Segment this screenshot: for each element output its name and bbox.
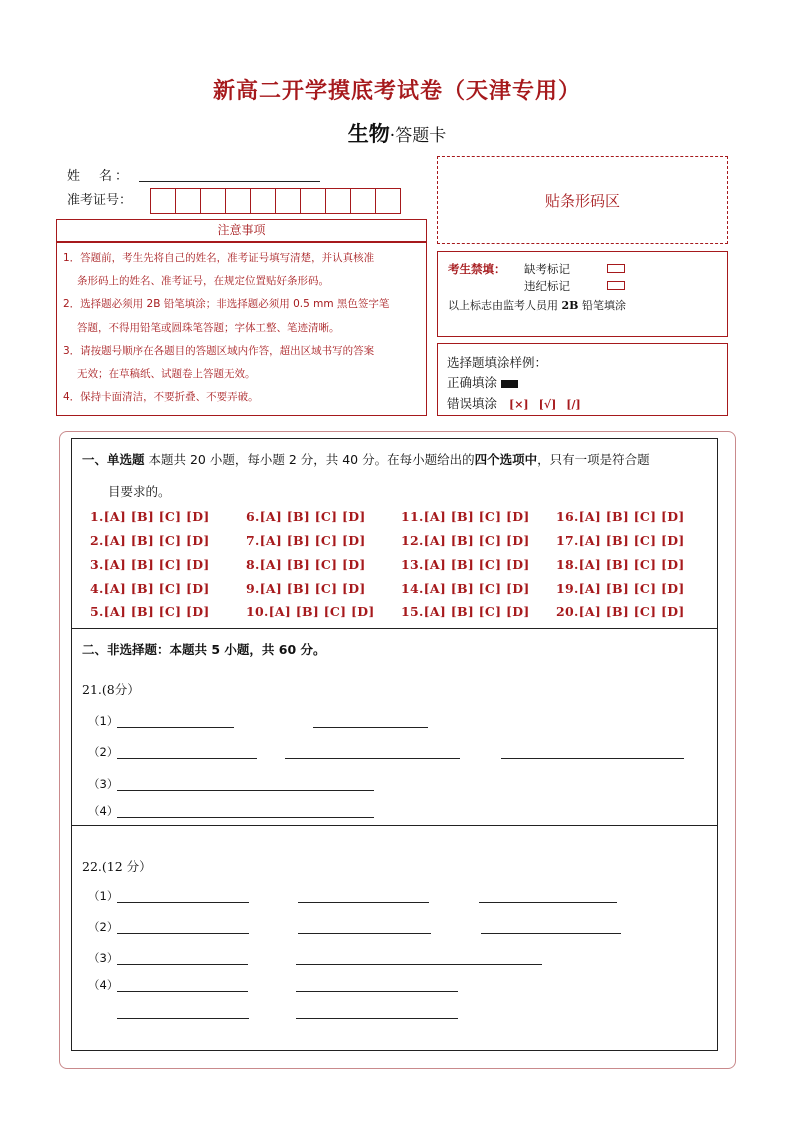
question-number: 5.	[90, 604, 104, 619]
notice-title: 注意事项	[56, 219, 427, 242]
question-number: 17.	[556, 533, 579, 548]
sample-title: 选择题填涂样例：	[447, 355, 548, 370]
q22-sub4-blank-d[interactable]	[296, 1018, 458, 1019]
filled-mark-icon	[501, 380, 518, 388]
q22-sub4-blank-a[interactable]	[117, 991, 248, 992]
mcq-question-16[interactable]	[556, 509, 685, 524]
forbidden-label: 考生禁填：	[448, 262, 506, 276]
mcq-question-10[interactable]	[246, 604, 375, 619]
subject-name: 生物	[347, 121, 390, 146]
mcq-question-19[interactable]	[556, 581, 685, 596]
wrong-mark-cross: [×]	[509, 398, 529, 411]
name-field[interactable]	[139, 181, 320, 182]
exam-id-boxes[interactable]	[151, 188, 401, 214]
section1-text: 本题共 20 小题，每小题 2 分，共 40 分。在每小题给出的	[144, 452, 475, 467]
question-number: 7.	[246, 533, 260, 548]
q22-sub3-blank-a[interactable]	[117, 964, 248, 965]
q21-sub2-label: （2）	[88, 745, 119, 759]
answer-options[interactable]: [A] [B] [C] [D]	[103, 533, 210, 548]
mcq-question-8[interactable]	[246, 557, 366, 572]
question-number: 3.	[90, 557, 104, 572]
mcq-question-7[interactable]	[246, 533, 366, 548]
id-digit-box[interactable]	[225, 188, 251, 214]
answer-options[interactable]: [A] [B] [C] [D]	[423, 509, 530, 524]
question-number: 2.	[90, 533, 104, 548]
answer-options[interactable]: [A] [B] [C] [D]	[268, 604, 375, 619]
q22-sub2-blank-a[interactable]	[117, 933, 249, 934]
wrong-mark-check: [√]	[538, 398, 557, 411]
question-number: 1.	[90, 509, 104, 524]
q21-sub2-blank-a[interactable]	[117, 758, 257, 759]
question-number: 8.	[246, 557, 260, 572]
q22-sub1-label: （1）	[88, 889, 119, 903]
q21-sub3-label: （3）	[88, 777, 119, 791]
correct-fill-row	[447, 373, 518, 391]
question-number: 4.	[90, 581, 104, 596]
answer-options[interactable]: [A] [B] [C] [D]	[578, 509, 685, 524]
examiner-only-box	[437, 251, 728, 337]
q22-sub2-blank-c[interactable]	[481, 933, 621, 934]
q21-sub3-blank[interactable]	[117, 790, 374, 791]
answer-options[interactable]: [A] [B] [C] [D]	[259, 509, 366, 524]
mcq-question-3[interactable]	[90, 557, 210, 572]
id-digit-box[interactable]	[200, 188, 226, 214]
q21-sub4-label: （4）	[88, 804, 119, 818]
answer-options[interactable]: [A] [B] [C] [D]	[259, 581, 366, 596]
q21-sub1-label: （1）	[88, 714, 119, 728]
q21-sub2-blank-b[interactable]	[285, 758, 460, 759]
notice-line: 2．选择题必须用 2B 铅笔填涂；非选择题必须用 0.5 mm 黑色签字笔	[63, 298, 390, 311]
notice-line: 1．答题前，考生先将自己的姓名，准考证号填写清楚，并认真核准	[63, 252, 375, 264]
question-number: 12.	[401, 533, 424, 548]
note-prefix: 以上标志由监考人员用	[448, 299, 562, 312]
mcq-question-1[interactable]	[90, 509, 210, 524]
question-number: 6.	[246, 509, 260, 524]
id-digit-box[interactable]	[300, 188, 326, 214]
question-21-label: 21.(8分）	[82, 682, 140, 697]
question-divider	[71, 825, 718, 826]
id-digit-box[interactable]	[175, 188, 201, 214]
q22-sub1-blank-c[interactable]	[479, 902, 617, 903]
question-number: 11.	[401, 509, 424, 524]
id-label: 准考证号：	[67, 193, 133, 208]
question-number: 16.	[556, 509, 579, 524]
section2-heading: 二、非选择题：本题共 5 小题，共 60 分。	[82, 642, 326, 657]
q22-sub2-blank-b[interactable]	[298, 933, 431, 934]
id-digit-box[interactable]	[350, 188, 376, 214]
mcq-question-5[interactable]	[90, 604, 210, 619]
q22-sub4-blank-b[interactable]	[296, 991, 458, 992]
forbidden-note	[448, 297, 626, 313]
notice-line: 4．保持卡面清洁，不要折叠、不要弄破。	[63, 391, 259, 404]
mcq-question-9[interactable]	[246, 581, 366, 596]
q21-sub4-blank[interactable]	[117, 817, 374, 818]
mcq-question-15[interactable]	[401, 604, 530, 619]
question-number: 14.	[401, 581, 424, 596]
answer-options[interactable]: [A] [B] [C] [D]	[423, 604, 530, 619]
q21-sub1-blank-a[interactable]	[117, 727, 234, 728]
notice-body	[56, 242, 427, 416]
notice-line: 答题，不得用铅笔或圆珠笔答题；字体工整、笔迹清晰。	[77, 321, 340, 334]
mcq-question-14[interactable]	[401, 581, 530, 596]
q22-sub3-label: （3）	[88, 951, 119, 965]
barcode-area	[437, 156, 728, 244]
question-number: 10.	[246, 604, 269, 619]
id-digit-box[interactable]	[150, 188, 176, 214]
q22-sub4-blank-c[interactable]	[117, 1018, 249, 1019]
wrong-mark-slash: [/]	[566, 398, 581, 411]
answer-options[interactable]: [A] [B] [C] [D]	[578, 533, 685, 548]
section1-heading-line2: 目要求的。	[108, 484, 171, 499]
note-suffix: 铅笔填涂	[578, 299, 626, 312]
answer-options[interactable]: [A] [B] [C] [D]	[103, 581, 210, 596]
section1-title: 一、单选题	[82, 452, 145, 467]
section1-emph: 四个选项中	[474, 452, 538, 467]
q21-sub1-blank-b[interactable]	[313, 727, 428, 728]
question-number: 19.	[556, 581, 579, 596]
mcq-question-13[interactable]	[401, 557, 530, 572]
answer-options[interactable]: [A] [B] [C] [D]	[259, 557, 366, 572]
barcode-label: 贴条形码区	[544, 191, 620, 210]
question-number: 13.	[401, 557, 424, 572]
notice-line: 条形码上的姓名、准考证号，在规定位置贴好条形码。	[77, 275, 329, 288]
answer-options[interactable]: [A] [B] [C] [D]	[103, 509, 210, 524]
q22-sub2-label: （2）	[88, 920, 119, 934]
id-digit-box[interactable]	[275, 188, 301, 214]
id-digit-box[interactable]	[250, 188, 276, 214]
question-number: 20.	[556, 604, 579, 619]
card-subtitle	[0, 118, 794, 148]
answer-options[interactable]: [A] [B] [C] [D]	[423, 533, 530, 548]
mcq-question-6[interactable]	[246, 509, 366, 524]
section-divider	[71, 628, 718, 629]
section1-heading	[82, 450, 712, 468]
answer-options[interactable]: [A] [B] [C] [D]	[578, 557, 685, 572]
q22-sub1-blank-b[interactable]	[298, 902, 429, 903]
mcq-question-20[interactable]	[556, 604, 685, 619]
question-number: 9.	[246, 581, 260, 596]
answer-options[interactable]: [A] [B] [C] [D]	[423, 557, 530, 572]
q22-sub4-label: （4）	[88, 978, 119, 992]
notice-line: 3．请按题号顺序在各题目的答题区域内作答，超出区域书写的答案	[63, 344, 375, 357]
wrong-fill-row	[447, 394, 591, 412]
absent-mark-box[interactable]	[607, 264, 625, 273]
notice-line: 无效；在草稿纸、试题卷上答题无效。	[77, 368, 256, 381]
subtitle-suffix: ·答题卡	[389, 126, 447, 146]
question-number: 18.	[556, 557, 579, 572]
answer-options[interactable]: [A] [B] [C] [D]	[578, 604, 685, 619]
violation-label: 违纪标记	[524, 279, 570, 293]
mcq-question-12[interactable]	[401, 533, 530, 548]
id-digit-box[interactable]	[325, 188, 351, 214]
question-number: 15.	[401, 604, 424, 619]
q21-sub2-blank-c[interactable]	[501, 758, 684, 759]
answer-options[interactable]: [A] [B] [C] [D]	[423, 581, 530, 596]
mcq-question-11[interactable]	[401, 509, 530, 524]
fill-sample-box	[437, 343, 728, 416]
name-label: 姓 名：	[67, 169, 132, 184]
wrong-label: 错误填涂	[447, 396, 498, 411]
answer-area-inner	[71, 438, 718, 1051]
mcq-question-17[interactable]	[556, 533, 685, 548]
exam-title: 新高二开学摸底考试卷（天津专用）	[212, 78, 581, 104]
violation-mark-box[interactable]	[607, 281, 625, 290]
answer-options[interactable]: [A] [B] [C] [D]	[259, 533, 366, 548]
answer-options[interactable]: [A] [B] [C] [D]	[103, 604, 210, 619]
question-22-label: 22.(12 分）	[82, 859, 152, 874]
mcq-question-18[interactable]	[556, 557, 685, 572]
absent-label: 缺考标记	[524, 262, 570, 276]
answer-options[interactable]: [A] [B] [C] [D]	[578, 581, 685, 596]
answer-options[interactable]: [A] [B] [C] [D]	[103, 557, 210, 572]
section1-text2: ，只有一项是符合题	[537, 452, 650, 467]
mcq-question-2[interactable]	[90, 533, 210, 548]
mcq-question-4[interactable]	[90, 581, 210, 596]
id-digit-box[interactable]	[375, 188, 401, 214]
correct-label: 正确填涂	[447, 375, 498, 390]
note-bold: 2B	[561, 299, 579, 312]
q22-sub1-blank-a[interactable]	[117, 902, 249, 903]
q22-sub3-blank-b[interactable]	[296, 964, 542, 965]
